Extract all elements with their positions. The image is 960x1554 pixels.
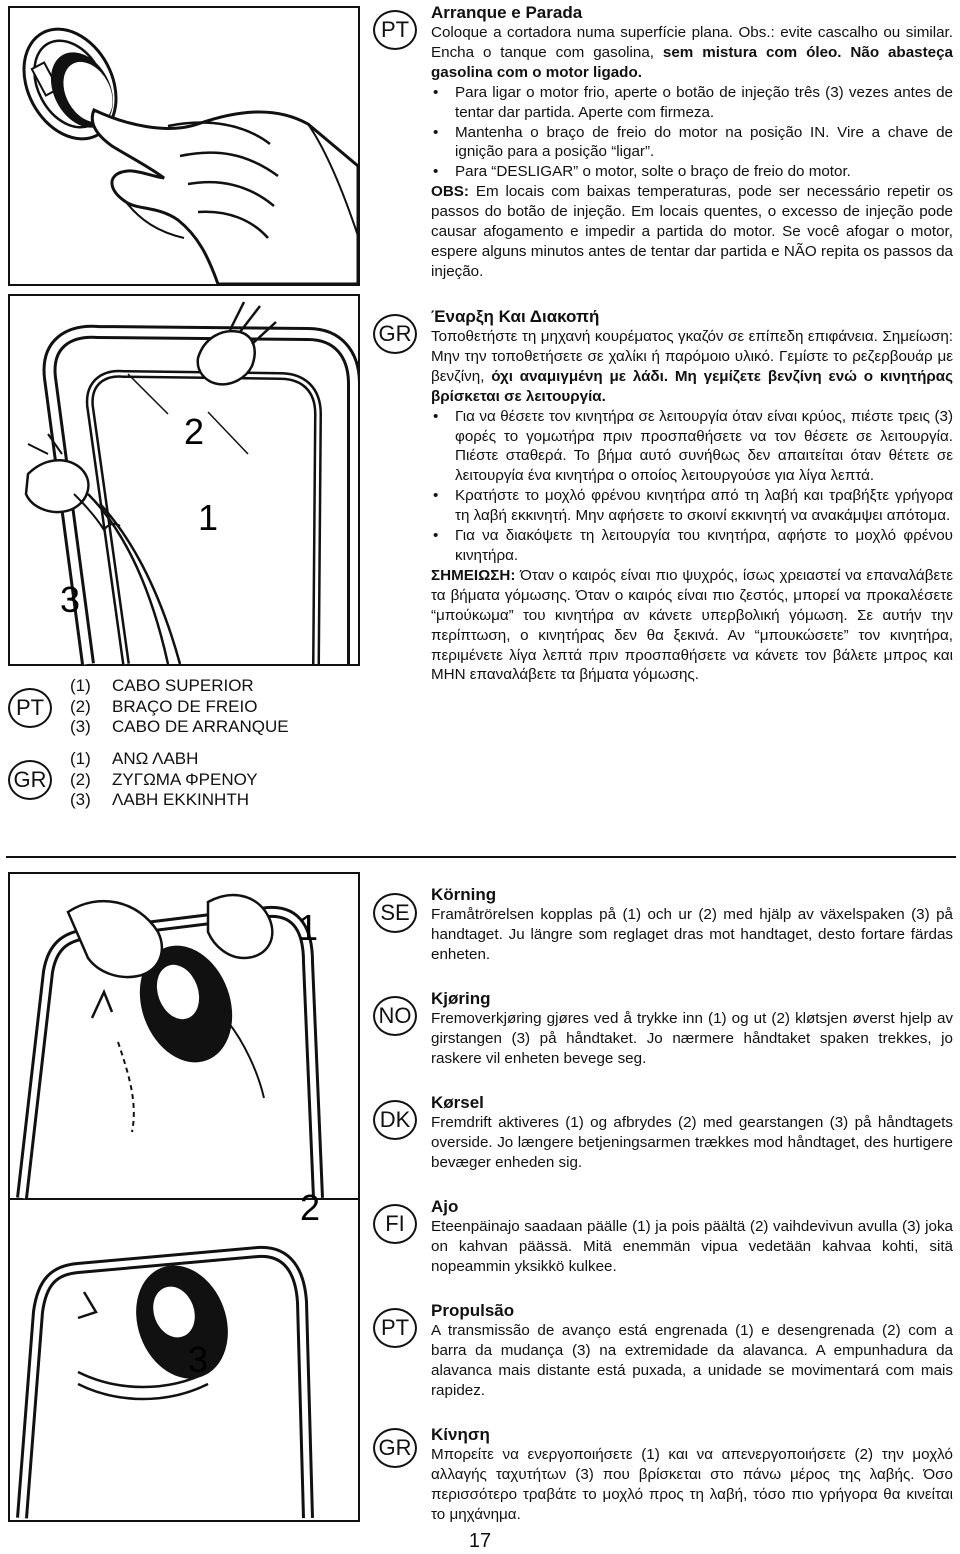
section-text: Framåtrörelsen kopplas på (1) och ur (2) med hjälp av växelspaken (3) på handtaget. Ju längre som reglaget dras mot handtaget, desto fortare färdas enheten. bbox=[431, 906, 953, 963]
intro-text: Coloque a cortadora numa superfície plana. Obs.: evite cascalho ou similar. Encha o tanque com gasolina, bbox=[431, 24, 953, 61]
legend-row bbox=[70, 749, 258, 770]
section-intro bbox=[431, 23, 953, 83]
intro-text: Τοποθετήστε τη μηχανή κουρέματος γκαζόν σε επίπεδη επιφάνεια. Σημείωση: Μην την τοποθετήσετε σε χαλίκι ή παρόμοιο υλικό. Γεμίστε το ρεζερβουάρ με βενζίνη, bbox=[431, 328, 953, 385]
section-gr-start-stop bbox=[431, 306, 953, 685]
lang-badge-gr: GR bbox=[373, 314, 417, 354]
legend-pt bbox=[70, 676, 289, 738]
lang-badge-no: NO bbox=[373, 996, 417, 1036]
note-label: OBS: bbox=[431, 183, 469, 201]
section-title: Arranque e Parada bbox=[431, 3, 583, 22]
legend-text: CABO SUPERIOR bbox=[112, 676, 254, 695]
legend-row bbox=[70, 770, 258, 791]
section-divider bbox=[6, 856, 956, 858]
legend-num: (3) bbox=[70, 790, 91, 809]
intro-bold: sem mistura com óleo. Não abasteça gasolina com o motor ligado. bbox=[431, 43, 953, 81]
legend-text: BRAÇO DE FREIO bbox=[112, 696, 258, 716]
legend-row bbox=[70, 697, 289, 718]
legend-gr bbox=[70, 749, 258, 811]
intro-bold: όχι αναμιγμένη με λάδι. Μη γεμίζετε βενζίνη ενώ ο κινητήρας βρίσκεται σε λειτουργία. bbox=[431, 367, 953, 405]
note-text: Όταν ο καιρός είναι πιο ψυχρός, ίσως χρειαστεί να επαναλάβετε τα βήματα γόμωσης. Όταν ο καιρός είναι πιο ζεστός, μπορεί να προκαλέσετε “μπούκωμα” του κινητήρα αν κάνετε υπερβολική γόμωση. Σε αυτήν την περίπτωση, ο κινητήρας δεν θα ξεκινά. Αν “μπουκώσετε” τον κινητήρα, περιμένετε λίγα λεπτά πριν προσπαθήσετε να κάνετε τον βάλετε μπρος και ΜΗΝ επαναλάβετε τα βήματα γόμωσης. bbox=[431, 566, 953, 684]
section-title: Kjøring bbox=[431, 989, 491, 1008]
section-dk-drive bbox=[431, 1092, 953, 1173]
legend-num: (2) bbox=[70, 769, 91, 789]
legend-text: CABO DE ARRANQUE bbox=[112, 717, 289, 736]
legend-row bbox=[70, 717, 289, 738]
section-title: Kørsel bbox=[431, 1093, 484, 1112]
lang-badge-gr-legend: GR bbox=[8, 760, 52, 800]
section-title: Propulsão bbox=[431, 1301, 515, 1320]
section-se-drive bbox=[431, 884, 953, 965]
section-fi-drive bbox=[431, 1196, 953, 1277]
section-note bbox=[431, 182, 953, 282]
legend-text: ΛΑΒΗ ΕΚΚΙΝΗΤΗ bbox=[112, 790, 249, 809]
bullet-item: • Για να διακόψετε τη λειτουργία του κινητήρα, αφήστε το μοχλό φρένου κινητήρα. bbox=[431, 526, 953, 566]
figure-label-1: 1 bbox=[298, 907, 319, 948]
lang-badge-pt-drive: PT bbox=[373, 1308, 417, 1348]
note-label: ΣΗΜΕΙΩΣΗ: bbox=[431, 566, 516, 584]
figure-label-2: 2 bbox=[300, 1187, 321, 1228]
lang-badge-se: SE bbox=[373, 893, 417, 933]
section-intro bbox=[431, 327, 953, 407]
lang-badge-pt-legend: PT bbox=[8, 688, 52, 728]
lang-badge-dk: DK bbox=[373, 1100, 417, 1140]
legend-text: ΑΝΩ ΛΑΒΗ bbox=[112, 749, 199, 768]
handle-brake-illustration bbox=[8, 294, 360, 666]
section-text: Fremdrift aktiveres (1) og afbrydes (2) med gearstangen (3) på håndtagets overside. Jo længere betjeningsarmen trækkes mod håndtaget, des hurtigere bevæger enheden sig. bbox=[431, 1114, 953, 1171]
lang-badge-gr-drive: GR bbox=[373, 1428, 417, 1468]
note-text: Em locais com baixas temperaturas, pode ser necessário repetir os passos do botão de injeção. Em locais quentes, o excesso de injeção pode causar afogamento e impedir a partida do motor. Se você afogar o motor, espere alguns minutos antes de tentar dar partida e NÃO repita os passos da injeção. bbox=[431, 183, 953, 280]
bullet-item: • Κρατήστε το μοχλό φρένου κινητήρα από τη λαβή και τραβήξτε γρήγορα τη λαβή εκκινητή. Μην αφήσετε το σκοινί εκκινητή να ανακάμψει απότομα. bbox=[431, 486, 953, 526]
figure-label-3: 3 bbox=[60, 579, 81, 620]
section-pt-drive bbox=[431, 1300, 953, 1401]
section-title: Ajo bbox=[431, 1197, 459, 1216]
bullet-list bbox=[431, 407, 953, 566]
lang-badge-pt: PT bbox=[373, 10, 417, 50]
figure-label-1: 1 bbox=[198, 497, 219, 538]
bullet-item: • Για να θέσετε τον κινητήρα σε λειτουργία όταν είναι κρύος, πιέστε τρεις (3) φορές το γομωτήρα πριν προσπαθήσετε να τον θέσετε σε λειτουργία. Πιέστε σταθερά. Το βήμα αυτό συνήθως δεν απαιτείται όταν θέτετε σε λειτουργία ένα κινητήρα ο οποίος λειτουργούσε για λίγα λεπτά. bbox=[431, 407, 953, 487]
lang-badge-fi: FI bbox=[373, 1204, 417, 1244]
section-text: Eteenpäinajo saadaan päälle (1) ja pois päältä (2) vaihdevivun avulla (3) joka on kahvan päässä. Mitä enemmän vipua vedetään kahvaa kohti, sitä nopeammin yksikkö kulkee. bbox=[431, 1218, 953, 1275]
section-title: Körning bbox=[431, 885, 497, 904]
section-title: Έναρξη Και Διακοπή bbox=[431, 307, 600, 326]
legend-text: ΖΥΓΩΜΑ ΦΡΕΝΟΥ bbox=[112, 769, 258, 789]
section-text: A transmissão de avanço está engrenada (1) e desengrenada (2) com a barra da mudança (3) na extremidade da alavanca. A empunhadura da alavanca mais distante está puxada, a unidade se movimentará com mais rapidez. bbox=[431, 1322, 953, 1399]
legend-row bbox=[70, 790, 258, 811]
bullet-item: • Para “DESLIGAR” o motor, solte o braço de freio do motor. bbox=[431, 162, 953, 182]
drive-control-illustration bbox=[8, 872, 360, 1522]
legend-num: (2) bbox=[70, 696, 91, 716]
section-text: Μπορείτε να ενεργοποιήσετε (1) και να απενεργοποιήσετε (2) την μοχλό αλλαγής ταχυτήτων (3) που βρίσκεται στο πάνω μέρος της λαβής. Όσο περισσότερο τραβάτε το μοχλό προς τη λαβή, τόσο πιο γρήγορα θα κινείται το μηχάνημα. bbox=[431, 1446, 953, 1523]
section-no-drive bbox=[431, 988, 953, 1069]
section-gr-drive bbox=[431, 1424, 953, 1525]
section-note bbox=[431, 566, 953, 685]
bullet-item: • Mantenha o braço de freio do motor na posição IN. Vire a chave de ignição para a posição “ligar”. bbox=[431, 123, 953, 163]
section-title: Κίνηση bbox=[431, 1425, 490, 1444]
section-pt-start-stop bbox=[431, 2, 953, 282]
figure-label-3: 3 bbox=[188, 1339, 209, 1380]
section-text: Fremoverkjøring gjøres ved å trykke inn (1) og ut (2) kløtsjen øverst hjelp av girstangen (3) på håndtaket. Jo nærmere håndtaket spaken trekkes, jo raskere vil enheten bevege seg. bbox=[431, 1010, 953, 1067]
bullet-list bbox=[431, 83, 953, 183]
legend-row bbox=[70, 676, 289, 697]
figure-label-2: 2 bbox=[184, 411, 205, 452]
primer-bulb-illustration bbox=[8, 6, 360, 286]
bullet-item: • Para ligar o motor frio, aperte o botão de injeção três (3) vezes antes de tentar dar partida. Aperte com firmeza. bbox=[431, 83, 953, 123]
legend-num: (3) bbox=[70, 717, 91, 736]
page-number: 17 bbox=[468, 1530, 492, 1552]
legend-num: (1) bbox=[70, 676, 91, 695]
legend-num: (1) bbox=[70, 749, 91, 768]
